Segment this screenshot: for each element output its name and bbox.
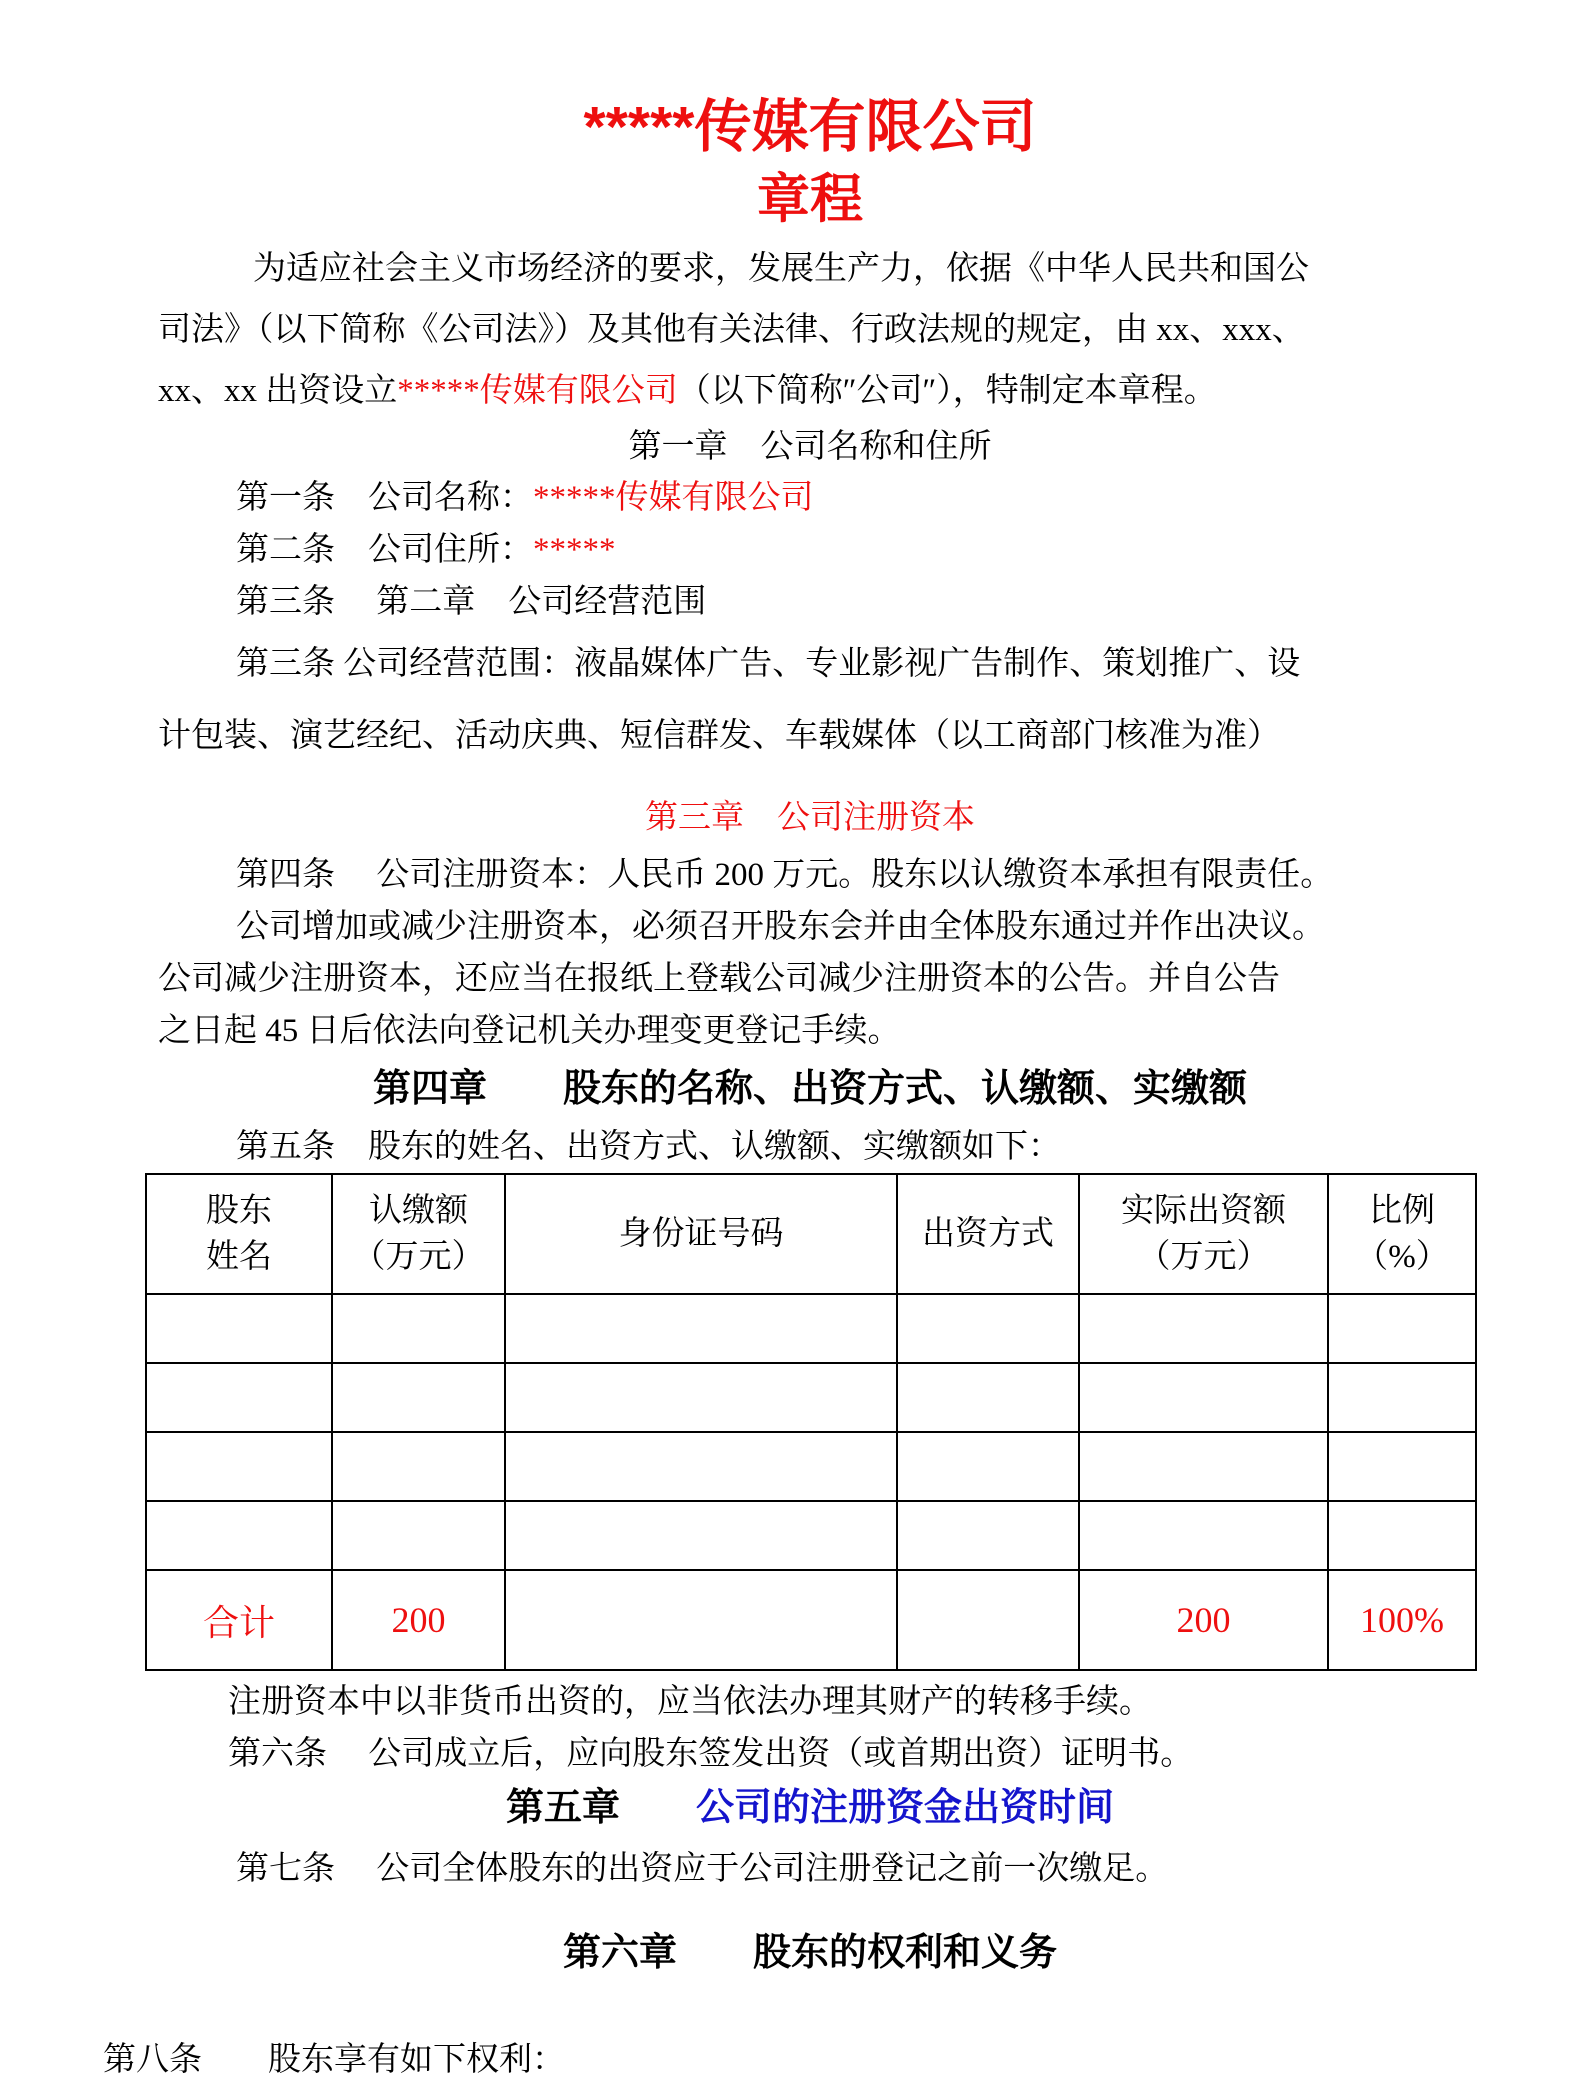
intro-paragraph xyxy=(158,239,1475,422)
article-8: 第八条 股东享有如下权利： xyxy=(103,2042,565,2078)
article-2-label: 第二条 公司住所： xyxy=(236,532,533,568)
table-cell-empty xyxy=(146,1294,332,1363)
total-method-cell xyxy=(897,1570,1079,1670)
business-scope-paragraph xyxy=(158,628,1475,772)
article-5: 第五条 股东的姓名、出资方式、认缴额、实缴额如下： xyxy=(236,1129,1061,1165)
table-cell-empty xyxy=(505,1432,897,1501)
col-header-line: 股东 xyxy=(206,1193,272,1229)
table-cell-empty xyxy=(897,1501,1079,1570)
total-actual-cell: 200 xyxy=(1079,1570,1328,1670)
col-header-line: 认缴额 xyxy=(369,1193,468,1229)
chapter-4-heading: 第四章 股东的名称、出资方式、认缴额、实缴额 xyxy=(372,1068,1247,1110)
table-cell-empty xyxy=(1079,1363,1328,1432)
table-cell-empty xyxy=(1328,1294,1476,1363)
article-1-label: 第一条 公司名称： xyxy=(236,480,533,516)
table-cell-empty xyxy=(1079,1432,1328,1501)
table-row-total xyxy=(146,1570,1476,1670)
chapter-3-heading: 第三章 公司注册资本 xyxy=(645,800,975,836)
table-cell-empty xyxy=(1328,1501,1476,1570)
table-cell-empty xyxy=(146,1501,332,1570)
table-cell-empty xyxy=(505,1363,897,1432)
total-subscribed-cell: 200 xyxy=(332,1570,505,1670)
table-cell-empty xyxy=(897,1363,1079,1432)
col-header-line: （万元） xyxy=(1137,1239,1270,1275)
table-cell-empty xyxy=(1328,1432,1476,1501)
chapter-6-heading: 第六章 股东的权利和义务 xyxy=(562,1932,1057,1974)
table-cell-empty xyxy=(332,1501,505,1570)
col-header-contribution-method xyxy=(897,1174,1079,1294)
col-header-line: 姓名 xyxy=(206,1239,272,1275)
document-subtitle: 章程 xyxy=(757,170,863,229)
article-1-company-name: *****传媒有限公司 xyxy=(533,480,814,516)
total-ratio-cell: 100% xyxy=(1328,1570,1476,1670)
table-cell-empty xyxy=(897,1294,1079,1363)
col-header-ratio xyxy=(1328,1174,1476,1294)
col-header-line: 身份证号码 xyxy=(618,1216,784,1252)
company-name-highlight: *****传媒有限公司 xyxy=(397,373,678,409)
article-4-line-3: 公司减少注册资本，还应当在报纸上登载公司减少注册资本的公告。并自公告 xyxy=(158,961,1280,997)
table-cell-empty xyxy=(897,1432,1079,1501)
table-cell-empty xyxy=(1328,1363,1476,1432)
chapter-5-heading-title: 公司的注册资金出资时间 xyxy=(696,1787,1115,1829)
table-row-empty xyxy=(146,1501,1476,1570)
table-row-empty xyxy=(146,1432,1476,1501)
article-2 xyxy=(158,524,1475,576)
chapter-5-heading xyxy=(145,1780,1475,1836)
scope-line-2: 计包装、演艺经纪、活动庆典、短信群发、车载媒体（以工商部门核准为准） xyxy=(158,718,1280,754)
total-label-cell: 合计 xyxy=(146,1570,332,1670)
article-6: 第六条 公司成立后，应向股东签发出资（或首期出资）证明书。 xyxy=(228,1736,1194,1772)
table-cell-empty xyxy=(332,1363,505,1432)
table-cell-empty xyxy=(505,1501,897,1570)
col-header-line: 出资方式 xyxy=(922,1216,1054,1252)
document-title: *****传媒有限公司 xyxy=(583,95,1037,159)
non-monetary-note: 注册资本中以非货币出资的，应当依法办理其财产的转移手续。 xyxy=(228,1684,1152,1720)
table-cell-empty xyxy=(332,1432,505,1501)
article-2-address-masked: ***** xyxy=(533,532,616,568)
total-id-cell xyxy=(505,1570,897,1670)
col-header-id-number xyxy=(505,1174,897,1294)
intro-line-3 xyxy=(158,361,1475,422)
table-row-empty xyxy=(146,1294,1476,1363)
article-7: 第七条 公司全体股东的出资应于公司注册登记之前一次缴足。 xyxy=(236,1851,1169,1887)
table-cell-empty xyxy=(1079,1501,1328,1570)
col-header-subscribed-amount xyxy=(332,1174,505,1294)
shareholder-table xyxy=(145,1173,1477,1671)
col-header-line: （%） xyxy=(1355,1239,1449,1275)
col-header-actual-amount xyxy=(1079,1174,1328,1294)
intro-line-1: 为适应社会主义市场经济的要求，发展生产力，依据《中华人民共和国公 xyxy=(253,251,1309,287)
col-header-line: 比例 xyxy=(1369,1193,1435,1229)
article-3-chapter-2-line: 第三条 第二章 公司经营范围 xyxy=(236,584,707,620)
table-cell-empty xyxy=(146,1363,332,1432)
chapter-1-heading: 第一章 公司名称和住所 xyxy=(628,429,992,465)
table-row-empty xyxy=(146,1363,1476,1432)
article-4-line-1: 第四条 公司注册资本：人民币 200 万元。股东以认缴资本承担有限责任。 xyxy=(236,857,1334,893)
col-header-shareholder-name xyxy=(146,1174,332,1294)
intro-line-2: 司法》（以下简称《公司法》）及其他有关法律、行政法规的规定，由 xx、xxx、 xyxy=(158,312,1305,348)
col-header-line: （万元） xyxy=(352,1239,485,1275)
chapter-3-body xyxy=(158,849,1475,1057)
table-cell-empty xyxy=(1079,1294,1328,1363)
chapter-5-heading-number: 第五章 xyxy=(505,1787,696,1829)
article-4-line-4: 之日起 45 日后依法向登记机关办理变更登记手续。 xyxy=(158,1013,901,1049)
article-1 xyxy=(158,472,1475,524)
scope-line-1: 第三条 公司经营范围：液晶媒体广告、专业影视广告制作、策划推广、设 xyxy=(236,646,1301,682)
article-4-line-2: 公司增加或减少注册资本，必须召开股东会并由全体股东通过并作出决议。 xyxy=(236,909,1325,945)
table-cell-empty xyxy=(332,1294,505,1363)
chapter-1-articles xyxy=(158,472,1475,628)
intro-line-3-suffix: （以下简称″公司″），特制定本章程。 xyxy=(677,373,1217,409)
table-header-row xyxy=(146,1174,1476,1294)
table-cell-empty xyxy=(505,1294,897,1363)
col-header-line: 实际出资额 xyxy=(1121,1193,1286,1229)
table-cell-empty xyxy=(146,1432,332,1501)
intro-line-3-prefix: xx、xx 出资设立 xyxy=(158,373,398,409)
